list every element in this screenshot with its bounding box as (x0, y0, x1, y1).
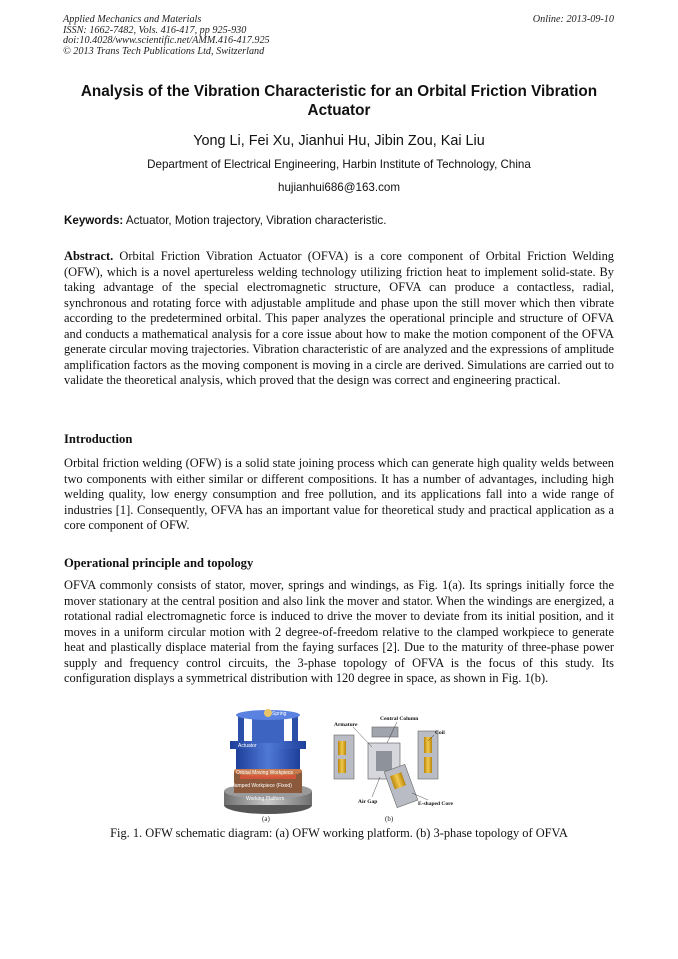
label-working-platform: Working Platform (246, 796, 285, 802)
leader-armature (353, 727, 372, 747)
affiliation: Department of Electrical Engineering, Harbin Institute of Technology, China (147, 158, 531, 171)
label-orbital-workpiece: Orbital Moving Workpiece (236, 770, 294, 776)
label-coil: Coil (435, 730, 445, 736)
operational-paragraph: OFVA commonly consists of stator, mover, springs and windings, as Fig. 1(a). Its springs initially force the mover stationary at the central position and also link the mover and stator. When the windings are energized, a rotational radial electromagnetic force is induced to drive the mover to deviate from its initial position, and it moves in a uniform circular motion with 2 degree-of-freedom relative to the clamped workpiece to generate heat and plastically displace material from the faying surfaces [2]. Due to the maturity of three-phase power supply and frequency control circuits, the 3-phase topology of OFVA is the focus of this study. Its configuration displays a symmetrical distribution with 120 degree in space, as shown in Fig. 1(b). (64, 578, 614, 685)
copyright-line: © 2013 Trans Tech Publications Ltd, Switzerland (63, 45, 265, 57)
journal-name: Applied Mechanics and Materials (63, 14, 202, 25)
label-spring: Spring (272, 711, 287, 717)
label-clamped-workpiece: Clamped Workpiece (Fixed) (230, 783, 292, 789)
coil-right-2 (424, 757, 432, 773)
sublabel-b: (b) (385, 815, 394, 823)
three-phase-topology-illustration (334, 716, 453, 808)
actuator-body (236, 749, 300, 769)
paper-title: Analysis of the Vibration Characteristic for an Orbital Friction Vibration Actuator (80, 83, 598, 119)
column-1 (238, 715, 244, 743)
author-list: Yong Li, Fei Xu, Jianhui Hu, Jibin Zou, Kai Liu (193, 133, 485, 149)
coil-left-2 (338, 759, 346, 773)
coil-left-1 (338, 741, 346, 755)
figure-1-caption: Fig. 1. OFW schematic diagram: (a) OFW working platform. (b) 3-phase topology of OFVA (110, 826, 568, 840)
label-air-gap: Air Gap (358, 799, 378, 805)
spring-icon (264, 709, 272, 717)
spring-housing (252, 719, 284, 743)
label-central-column: Central Column (380, 716, 419, 722)
label-actuator: Actuator (238, 743, 257, 749)
abstract-text: Orbital Friction Vibration Actuator (OFVA) is a core component of Orbital Friction Welding (OFW), which is a novel apertureless welding technology utilizing friction heat to implement solid-state. By taking advantage of the special electromagnetic structure, OFVA can produce a contactless, radial, synchronous and rotating force with adjustable amplitude and phase upon the still mover which then vibrate according to the predetermined orbital. This paper analyzes the operational principle and structure of OFVA and conducts a mathematical analysis for a core issue about how to make the motion component of the OFVA generate circular moving trajectories. Vibration characteristic of are analyzed and the expressions of amplitude amplification factors as the moving component is moving in a circle are derived. Simulations are carried out to validate the theoretical analysis, which proved that the design was correct and engineering practical. (64, 249, 614, 387)
label-armature: Armature (334, 722, 358, 728)
abstract-paragraph (64, 249, 614, 389)
working-platform-illustration (224, 709, 312, 814)
leader-air-gap (372, 777, 380, 797)
keywords-text: Actuator, Motion trajectory, Vibration characteristic. (125, 214, 387, 227)
journal-header (63, 15, 270, 57)
introduction-paragraph: Orbital friction welding (OFW) is a solid state joining process which can generate high quality welds between two components with either similar or different compositions. It has a number of advantages, including high welding quality, low energy consumption and free pollution, and its applications fall into a wide range of industries [1]. Consequently, OFVA has an important value for theoretical study and practical application as a core component of OFW. (64, 456, 614, 532)
abstract-label: Abstract. (64, 249, 114, 263)
issn-line: ISSN: 1662-7482, Vols. 416-417, pp 925-930 (63, 24, 247, 36)
section-heading-introduction: Introduction (64, 432, 133, 446)
section-heading-operational: Operational principle and topology (64, 556, 254, 570)
keywords-label: Keywords: (64, 214, 124, 227)
coil-right-1 (424, 737, 432, 753)
column-2 (292, 715, 298, 743)
figure-1 (222, 707, 472, 823)
author-email: hujianhui686@163.com (278, 181, 400, 194)
armature-block (376, 751, 392, 771)
sublabel-a: (a) (262, 815, 270, 823)
online-date: Online: 2013-09-10 (532, 14, 614, 25)
doi-line: doi:10.4028/www.scientific.net/AMM.416-417.925 (63, 35, 270, 47)
label-e-shaped-core: E-shaped Core (418, 801, 453, 807)
figure-1-graphic (222, 707, 472, 823)
keywords-line (64, 214, 386, 227)
